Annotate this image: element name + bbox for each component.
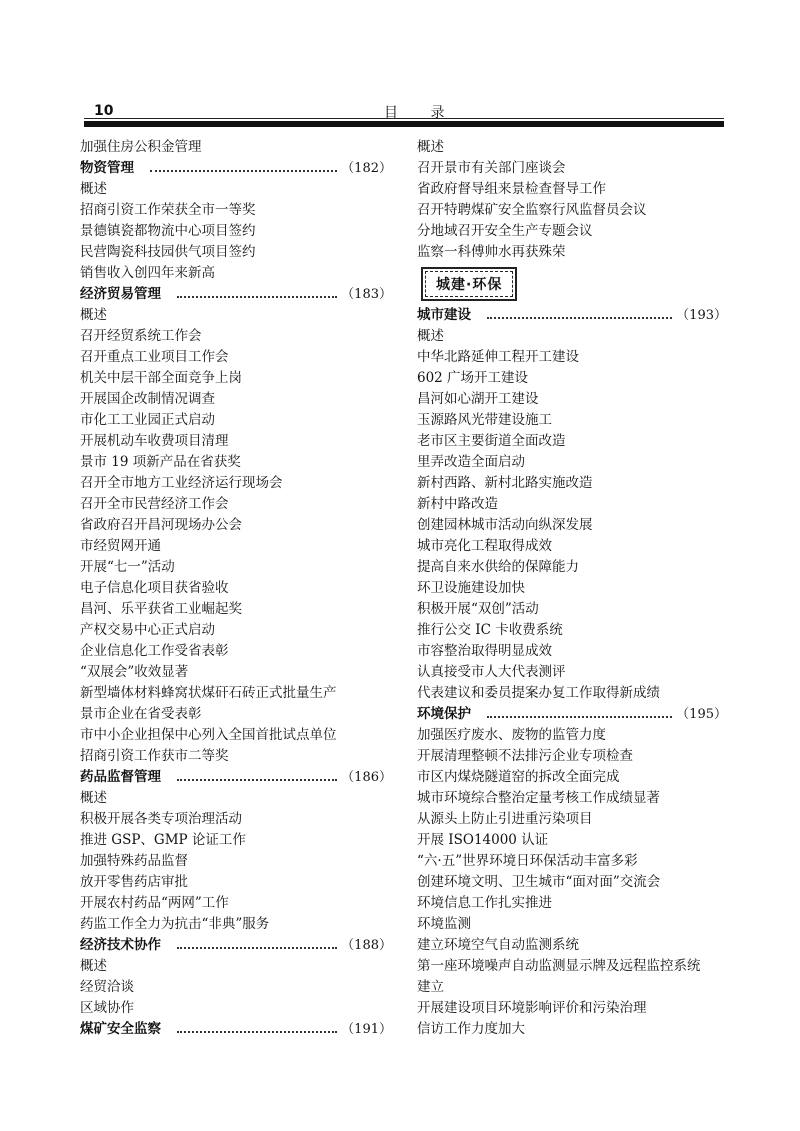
category-box (421, 267, 517, 301)
toc-entry[interactable]: 市中小企业担保中心列入全国首批试点单位 (80, 727, 337, 743)
toc-entry[interactable]: 市化工工业园正式启动 (80, 412, 215, 428)
toc-entry[interactable]: 加强住房公积金管理 (80, 139, 202, 155)
toc-entry[interactable]: 城市环境综合整治定量考核工作成绩显著 (417, 790, 660, 806)
toc-entry[interactable]: 产权交易中心正式启动 (80, 622, 215, 638)
toc-entry[interactable]: 城市亮化工程取得成效 (417, 538, 552, 554)
toc-entry[interactable]: 民营陶瓷科技园供气项目签约 (80, 244, 256, 260)
category-banner (417, 263, 727, 305)
toc-entry[interactable]: 开展农村药品“两网”工作 (80, 895, 229, 911)
toc-entry[interactable]: 认真接受市人大代表测评 (417, 664, 566, 680)
section-title: 环境保护 (417, 706, 471, 722)
toc-entry[interactable]: 创建园林城市活动向纵深发展 (417, 517, 593, 533)
toc-entry[interactable]: 电子信息化项目获省验收 (80, 580, 229, 596)
toc-entry[interactable]: 企业信息化工作受省表彰 (80, 643, 229, 659)
toc-entry[interactable]: 放开零售药店审批 (80, 874, 188, 890)
toc-entry[interactable]: 概述 (80, 181, 107, 197)
toc-entry[interactable]: 召开全市地方工业经济运行现场会 (80, 475, 283, 491)
dot-leader (177, 779, 337, 781)
toc-entry[interactable]: 开展建设项目环境影响评价和污染治理 (417, 1000, 647, 1016)
section-page-number: （195） (676, 707, 727, 722)
toc-entry[interactable]: 602 广场开工建设 (417, 370, 529, 386)
toc-entry[interactable]: 开展“七一”活动 (80, 559, 175, 575)
toc-entry[interactable]: “六·五”世界环境日环保活动丰富多彩 (417, 853, 638, 869)
section-title: 城市建设 (417, 307, 471, 323)
toc-entry[interactable]: 招商引资工作荣获全市一等奖 (80, 202, 256, 218)
toc-entry[interactable]: 信访工作力度加大 (417, 1021, 525, 1037)
toc-entry[interactable]: 药监工作全力为抗击“非典”服务 (80, 916, 270, 932)
toc-entry[interactable]: 代表建议和委员提案办复工作取得新成绩 (417, 685, 660, 701)
dot-leader (150, 170, 337, 172)
dot-leader (487, 317, 672, 319)
section-page-number: （183） (341, 287, 392, 302)
toc-entry[interactable]: 概述 (80, 790, 107, 806)
toc-entry[interactable]: 创建环境文明、卫生城市“面对面”交流会 (417, 874, 661, 890)
toc-entry[interactable]: 监察一科傅帅水再获殊荣 (417, 244, 566, 260)
toc-entry[interactable]: 召开经贸系统工作会 (80, 328, 202, 344)
section-page-number: （186） (341, 770, 392, 785)
toc-entry[interactable]: 加强医疗废水、废物的监管力度 (417, 727, 606, 743)
dot-leader (177, 947, 337, 949)
toc-entry[interactable]: 招商引资工作获市二等奖 (80, 748, 229, 764)
toc-entry[interactable]: 从源头上防止引进重污染项目 (417, 811, 593, 827)
toc-entry[interactable]: 环境信息工作扎实推进 (417, 895, 552, 911)
section-page-number: （188） (341, 938, 392, 953)
section-page-number: （182） (341, 161, 392, 176)
toc-entry[interactable]: 召开景市有关部门座谈会 (417, 160, 566, 176)
toc-entry[interactable]: 开展清理整顿不法排污企业专项检查 (417, 748, 633, 764)
toc-entry[interactable]: 昌河如心湖开工建设 (417, 391, 539, 407)
toc-section-heading[interactable] (417, 305, 727, 326)
toc-entry[interactable]: 景德镇瓷都物流中心项目签约 (80, 223, 256, 239)
toc-entry[interactable]: 省政府督导组来景检查督导工作 (417, 181, 606, 197)
toc-section-heading[interactable] (80, 1019, 392, 1040)
toc-entry[interactable]: 新型墙体材料蜂窝状煤矸石砖正式批量生产 (80, 685, 337, 701)
section-title: 煤矿安全监察 (80, 1021, 161, 1037)
toc-entry[interactable]: 环卫设施建设加快 (417, 580, 525, 596)
toc-entry[interactable]: 召开特聘煤矿安全监察行风监督员会议 (417, 202, 647, 218)
toc-entry[interactable]: 机关中层干部全面竞争上岗 (80, 370, 242, 386)
toc-entry[interactable]: 新村中路改造 (417, 496, 498, 512)
toc-entry[interactable]: 积极开展各类专项治理活动 (80, 811, 242, 827)
toc-entry[interactable]: 玉源路风光带建设施工 (417, 412, 552, 428)
toc-entry[interactable]: 市经贸网开通 (80, 538, 161, 554)
toc-entry[interactable]: 概述 (80, 958, 107, 974)
toc-entry[interactable]: 推进 GSP、GMP 论证工作 (80, 832, 246, 848)
toc-entry[interactable]: 开展 ISO14000 认证 (417, 832, 549, 848)
toc-entry[interactable]: 召开全市民营经济工作会 (80, 496, 229, 512)
toc-entry[interactable]: 昌河、乐平获省工业崛起奖 (80, 601, 242, 617)
toc-section-heading[interactable] (417, 704, 727, 725)
toc-section-heading[interactable] (80, 935, 392, 956)
section-title: 经济贸易管理 (80, 286, 161, 302)
dot-leader (177, 1031, 337, 1033)
toc-entry[interactable]: 新村西路、新村北路实施改造 (417, 475, 593, 491)
toc-entry[interactable]: 概述 (417, 139, 444, 155)
page-header (84, 100, 724, 132)
page-number: 10 (94, 103, 114, 119)
toc-entry[interactable]: 销售收入创四年来新高 (80, 265, 215, 281)
section-page-number: （191） (341, 1022, 392, 1037)
toc-entry[interactable]: 召开重点工业项目工作会 (80, 349, 229, 365)
right-column (417, 137, 727, 1040)
toc-entry[interactable]: 老市区主要街道全面改造 (417, 433, 566, 449)
section-page-number: （193） (676, 308, 727, 323)
toc-entry[interactable]: 省政府召开昌河现场办公会 (80, 517, 242, 533)
dot-leader (487, 716, 672, 718)
category-title: 城建·环保 (425, 271, 513, 297)
toc-entry[interactable]: 积极开展“双创”活动 (417, 601, 539, 617)
toc-entry[interactable]: 里弄改造全面启动 (417, 454, 525, 470)
toc-entry[interactable]: 概述 (417, 328, 444, 344)
toc-entry[interactable]: 分地域召开安全生产专题会议 (417, 223, 593, 239)
toc-entry[interactable]: 开展机动车收费项目清理 (80, 433, 229, 449)
header-rule-thick (84, 121, 724, 127)
toc-entry[interactable]: 市容整治取得明显成效 (417, 643, 552, 659)
section-title: 物资管理 (80, 160, 134, 176)
toc-entry[interactable]: 第一座环境噪声自动监测显示牌及远程监控系统 (417, 958, 701, 974)
toc-entry[interactable]: 概述 (80, 307, 107, 323)
dot-leader (177, 296, 337, 298)
toc-section-heading[interactable] (80, 158, 392, 179)
toc-entry[interactable]: 经贸洽谈 (80, 979, 134, 995)
toc-entry[interactable]: 推行公交 IC 卡收费系统 (417, 622, 563, 638)
toc-entry[interactable]: 区域协作 (80, 1000, 134, 1016)
section-title: 药品监督管理 (80, 769, 161, 785)
toc-entry[interactable]: 加强特殊药品监督 (80, 853, 188, 869)
toc-section-heading[interactable] (80, 284, 392, 305)
header-rule-thin (84, 118, 724, 119)
toc-entry[interactable]: 建立 (417, 979, 444, 995)
header-title: 目 录 (384, 105, 459, 121)
toc-entry[interactable]: 提高自来水供给的保障能力 (417, 559, 579, 575)
left-column (80, 137, 392, 1040)
toc-entry[interactable]: 环境监测 (417, 916, 471, 932)
toc-entry[interactable]: 景市 19 项新产品在省获奖 (80, 454, 241, 470)
toc-entry[interactable]: 景市企业在省受表彰 (80, 706, 202, 722)
toc-entry[interactable]: 市区内煤烧隧道窑的拆改全面完成 (417, 769, 620, 785)
toc-entry[interactable]: 建立环境空气自动监测系统 (417, 937, 579, 953)
toc-section-heading[interactable] (80, 767, 392, 788)
toc-entry[interactable]: 开展国企改制情况调查 (80, 391, 215, 407)
toc-entry[interactable]: “双展会”收效显著 (80, 664, 189, 680)
section-title: 经济技术协作 (80, 937, 161, 953)
toc-entry[interactable]: 中华北路延伸工程开工建设 (417, 349, 579, 365)
